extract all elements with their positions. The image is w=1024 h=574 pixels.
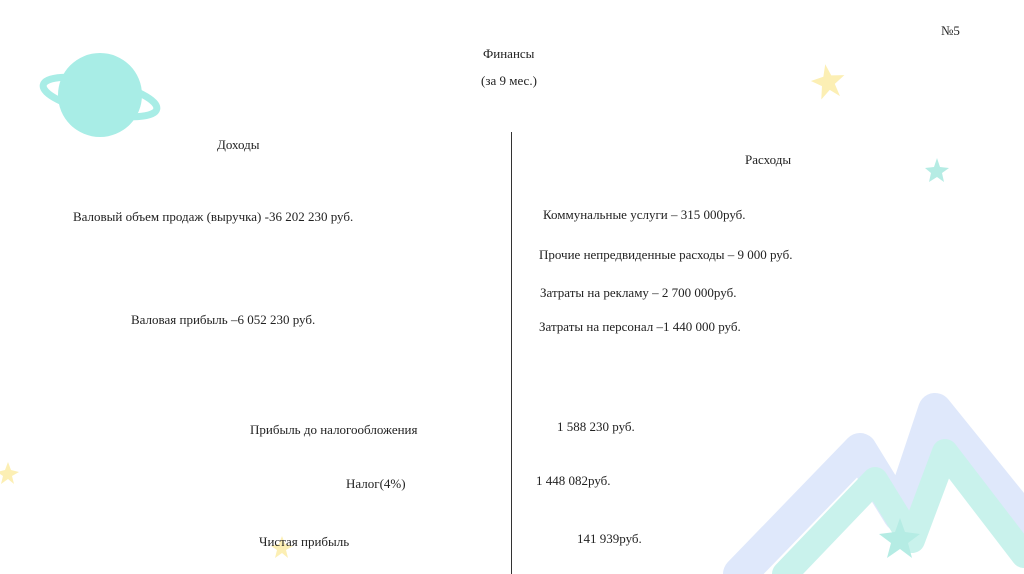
pretax-profit-value: 1 588 230 руб. (557, 419, 635, 434)
income-heading: Доходы (217, 137, 260, 152)
expense-item: Прочие непредвиденные расходы – 9 000 руб. (539, 247, 793, 262)
net-profit-value: 141 939руб. (577, 531, 642, 546)
expense-item: Затраты на рекламу – 2 700 000руб. (540, 285, 737, 300)
gross-profit-text: Валовая прибыль –6 052 230 руб. (131, 312, 316, 327)
tax-value: 1 448 082руб. (536, 473, 611, 488)
gross-sales-text: Валовый объем продаж (выручка) -36 202 230 руб. (73, 209, 354, 224)
page-subtitle: (за 9 мес.) (481, 73, 537, 88)
expenses-heading: Расходы (745, 152, 792, 167)
slide-number: №5 (941, 23, 960, 38)
column-divider (511, 132, 512, 574)
star-icon (925, 158, 949, 182)
page-title: Финансы (483, 46, 535, 61)
tax-label: Налог(4%) (346, 476, 406, 491)
pretax-profit-label: Прибыль до налогообложения (250, 422, 418, 437)
star-icon (0, 462, 19, 484)
planet-icon (40, 53, 160, 137)
star-icon (808, 61, 847, 100)
net-profit-label: Чистая прибыль (259, 534, 350, 549)
zigzag-decoration (740, 410, 1024, 574)
expense-item: Коммунальные услуги – 315 000руб. (543, 207, 746, 222)
expense-item: Затраты на персонал –1 440 000 руб. (539, 319, 741, 334)
